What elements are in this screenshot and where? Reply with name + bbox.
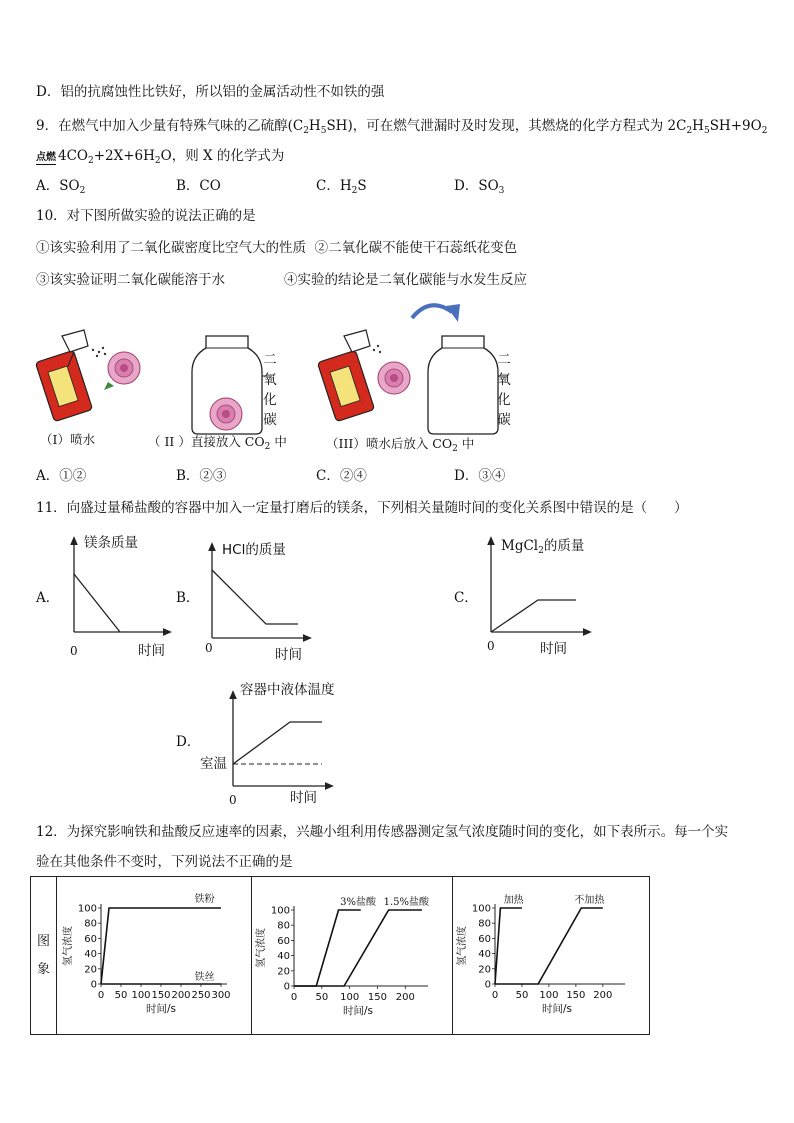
q10-option-c: C．②④: [316, 468, 367, 484]
series-line: [294, 910, 422, 986]
q10-option-b: B．②③: [176, 468, 227, 484]
x-tick-label: 250: [191, 990, 211, 1001]
y-tick-label: 100: [270, 905, 290, 917]
q11-c-origin: 0: [487, 639, 495, 653]
q12-stem-1: 12．为探究影响铁和盐酸反应速率的因素，兴趣小组利用传感器测定氢气浓度随时间的变化，如下表所示。每一个实: [36, 824, 729, 840]
q10-option-d: D．③④: [454, 468, 506, 484]
q9-stem: 9．在燃气中加入少量有特殊气味的乙硫醇$(C_2H_5SH)$，可在燃气泄漏时及时发现，其燃烧的化学方程式为 $2C_2H_5SH+9O_2$: [36, 118, 768, 136]
series-label: 不加热: [574, 895, 605, 906]
q9-option-b: B．CO: [176, 178, 221, 194]
q11-b-origin: 0: [205, 641, 213, 655]
co2-label-2: 二 氧 化 碳: [263, 352, 277, 428]
q11-a-letter: A．: [36, 590, 60, 606]
series-line: [495, 908, 603, 984]
q11-stem: 11．向盛过量稀盐酸的容器中加入一定量打磨后的镁条，下列相关量随时间的变化关系图中错误的是（ ）: [36, 500, 688, 516]
q11-c-letter: C．: [454, 590, 478, 606]
q12-chart-3: [453, 877, 649, 1030]
y-tick-label: 0: [283, 981, 290, 993]
x-tick-label: 0: [491, 990, 499, 1001]
q12-table: [30, 876, 650, 1035]
q11-d-ylabel: 容器中液体温度: [240, 682, 335, 698]
y-tick-label: 20: [84, 964, 97, 976]
q11-a-ylabel: 镁条质量: [84, 535, 138, 551]
x-tick-label: 200: [171, 990, 191, 1001]
q12-chart-1: [57, 877, 251, 1030]
series-label: 铁丝: [194, 972, 215, 983]
q11-d-origin: 0: [229, 793, 237, 807]
q11-a-origin: 0: [70, 644, 78, 658]
q12-cell-2: [252, 877, 453, 1035]
x-tick-label: 200: [593, 990, 613, 1001]
q10-statement-3: ③该实验证明二氧化碳能溶于水: [36, 272, 225, 288]
q11-b-ylabel: HCl的质量: [222, 542, 286, 558]
q11-graph-a: [74, 540, 168, 632]
y-axis-label: 氢气浓度: [63, 926, 74, 966]
y-tick-label: 0: [484, 979, 491, 991]
q10-statements-row1: ①该实验利用了二氧化碳密度比空气大的性质 ②二氧化碳不能使干石蕊纸花变色: [36, 240, 518, 256]
x-axis-label: 时间/s: [541, 1003, 573, 1015]
q11-a-xlabel: 时间: [138, 643, 165, 659]
y-axis-label: 氢气浓度: [256, 928, 267, 968]
q11-b-letter: B．: [176, 590, 200, 606]
x-tick-label: 50: [114, 990, 128, 1001]
series-label: 加热: [503, 895, 524, 906]
q10-caption-3: （III）喷水后放入 $CO_2$ 中: [326, 436, 475, 454]
y-tick-label: 100: [471, 903, 491, 915]
q11-d-room-temp: 室温: [200, 756, 227, 772]
y-tick-label: 80: [277, 920, 290, 932]
x-axis-label: 时间/s: [342, 1005, 374, 1017]
q12-cell-3: [453, 877, 650, 1035]
y-tick-label: 60: [478, 933, 491, 945]
q12-cell-1: [57, 877, 252, 1035]
q9-condition: 点燃: [36, 152, 56, 163]
y-tick-label: 100: [77, 903, 97, 915]
q12-stem-2: 验在其他条件不变时，下列说法不正确的是: [36, 854, 293, 870]
x-tick-label: 100: [131, 990, 151, 1001]
x-tick-label: 50: [315, 992, 329, 1003]
q11-d-letter: D．: [176, 734, 201, 750]
q10-statement-4: ④实验的结论是二氧化碳能与水发生反应: [284, 272, 527, 288]
y-tick-label: 40: [84, 949, 97, 961]
y-tick-label: 80: [478, 918, 491, 930]
series-line: [495, 908, 522, 984]
q9-option-d: D．$SO_3$: [454, 178, 505, 196]
y-tick-label: 60: [277, 935, 290, 947]
q8-option-d: D．铝的抗腐蚀性比铁好，所以铝的金属活动性不如铁的强: [36, 84, 385, 100]
q10-caption-1: （I）喷水: [40, 432, 95, 447]
x-tick-label: 0: [290, 992, 298, 1003]
y-tick-label: 40: [277, 951, 290, 963]
x-tick-label: 50: [515, 990, 529, 1001]
q9-equation: 点燃 $4CO_2+2X+6H_2O$，则 X 的化学式为: [36, 148, 285, 166]
y-tick-label: 80: [84, 918, 97, 930]
x-tick-label: 200: [395, 992, 415, 1003]
x-axis-label: 时间/s: [145, 1003, 177, 1015]
x-tick-label: 100: [340, 992, 360, 1003]
q11-d-xlabel: 时间: [290, 790, 317, 806]
x-tick-label: 150: [566, 990, 586, 1001]
q10-stem: 10．对下图所做实验的说法正确的是: [36, 208, 256, 224]
x-tick-label: 150: [367, 992, 388, 1003]
co2-label-3: 二 氧 化 碳: [497, 352, 511, 428]
x-tick-label: 150: [151, 990, 171, 1001]
x-tick-label: 300: [211, 990, 231, 1001]
q9-option-a: A．$SO_2$: [36, 178, 86, 196]
y-tick-label: 40: [478, 949, 491, 961]
series-label: 铁粉: [194, 894, 215, 905]
y-tick-label: 20: [277, 966, 290, 978]
x-tick-label: 0: [97, 990, 105, 1001]
q10-option-a: A．①②: [36, 468, 87, 484]
y-tick-label: 20: [478, 964, 491, 976]
series-label: 1.5%盐酸: [383, 897, 430, 908]
q11-c-xlabel: 时间: [540, 641, 567, 657]
series-label: 3%盐酸: [340, 897, 376, 908]
q11-graph-d: [233, 694, 330, 786]
q11-c-ylabel: MgCl$_2$的质量: [501, 538, 585, 556]
y-tick-label: 0: [90, 979, 97, 991]
y-tick-label: 60: [84, 933, 97, 945]
q11-b-xlabel: 时间: [275, 647, 302, 663]
q12-chart-2: [252, 877, 452, 1030]
q12-row-header: 图 象: [31, 877, 57, 1035]
x-tick-label: 100: [539, 990, 559, 1001]
y-axis-label: 氢气浓度: [457, 926, 468, 966]
q10-caption-2: （ II ）直接放入 $CO_2$ 中: [148, 434, 287, 452]
q9-option-c: C．$H_2S$: [316, 178, 367, 196]
